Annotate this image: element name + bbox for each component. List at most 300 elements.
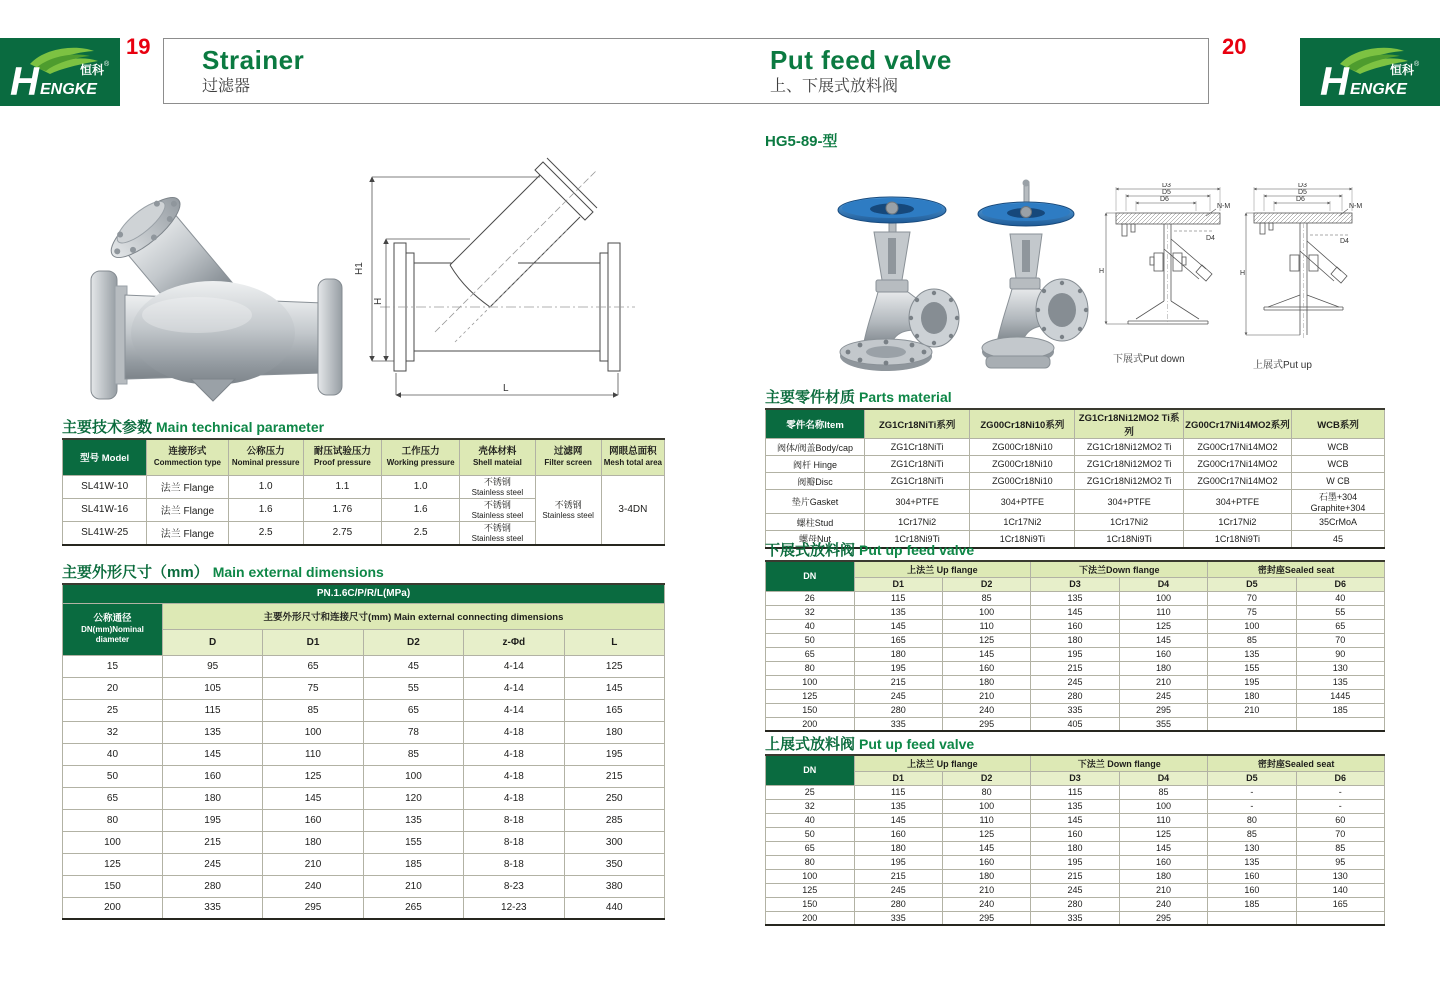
table-row	[63, 809, 665, 831]
table-cell: ZG00Cr18Ni10	[970, 473, 1075, 490]
section-title-parts-material: 主要零件材质 Parts material	[765, 389, 952, 406]
caption-put-down: 下展式Put down	[1113, 354, 1185, 365]
table-cell: 160	[1031, 827, 1119, 841]
table-cell: 100	[1119, 799, 1207, 813]
table-row	[63, 655, 665, 677]
table-cell: 160	[1119, 855, 1207, 869]
table-cell: 110	[263, 743, 363, 765]
table-row	[63, 897, 665, 919]
table-cell: 8-18	[464, 853, 564, 875]
table-cell: 245	[854, 689, 942, 703]
col-header-working-pressure: 工作压力 Working pressure	[382, 439, 460, 475]
table-row	[766, 514, 1385, 531]
table-cell: 380	[564, 875, 664, 897]
table-cell: 8-18	[464, 831, 564, 853]
table-row	[766, 490, 1385, 514]
table-cell: 180	[1119, 869, 1207, 883]
table-row	[63, 721, 665, 743]
table-cell: 145	[942, 647, 1030, 661]
table-cell: 265	[363, 897, 463, 919]
table-cell: 280	[162, 875, 262, 897]
table-cell: ZG1Cr18NiTi	[865, 439, 970, 456]
table-cell: 135	[1208, 855, 1296, 869]
table-cell: 350	[564, 853, 664, 875]
svg-text:®: ®	[104, 61, 110, 68]
table-cell: 245	[1119, 689, 1207, 703]
group-header-sealed-seat: 密封座Sealed seat	[1208, 561, 1385, 577]
strainer-drawing	[350, 145, 650, 422]
table-cell: 80	[63, 809, 163, 831]
table-cell: 120	[363, 787, 463, 809]
left-page-title	[202, 46, 304, 98]
right-title-zh: 上、下展式放料阀	[770, 78, 899, 95]
table-cell: 4-14	[464, 677, 564, 699]
svg-text:D3: D3	[1298, 183, 1307, 189]
col-header-D3: D3	[1031, 577, 1119, 591]
table-cell: 60	[1296, 813, 1384, 827]
table-cell: ZG00Cr18Ni10	[970, 439, 1075, 456]
table-cell: 4-14	[464, 699, 564, 721]
table-cell: 70	[1296, 827, 1384, 841]
table-cell: 110	[1119, 813, 1207, 827]
table-row	[766, 883, 1385, 897]
table-cell: 50	[766, 633, 855, 647]
section-title-down-feed-valve: 下展式放料阀 Put up feed valve	[765, 542, 975, 559]
table-cell: 1Cr18Ni9Ti	[1183, 531, 1291, 548]
table-cell: 160	[1119, 647, 1207, 661]
svg-text:H1: H1	[354, 262, 365, 275]
table-row	[766, 473, 1385, 490]
col-header-dn: 公称通径 DN(mm)Nominal diameter	[63, 603, 163, 655]
table-cell: 8-18	[464, 809, 564, 831]
table-cell: 185	[1208, 897, 1296, 911]
table-cell: 135	[1031, 591, 1119, 605]
table-cell: 145	[854, 619, 942, 633]
brand-logo-right	[1300, 38, 1440, 106]
table-cell: 阀杆 Hinge	[766, 456, 865, 473]
svg-text:D5: D5	[1298, 189, 1307, 196]
col-header-D2: D2	[942, 577, 1030, 591]
table-cell: 32	[766, 605, 855, 619]
table-row	[63, 677, 665, 699]
table-cell: 135	[1031, 799, 1119, 813]
table-cell: W CB	[1292, 473, 1385, 490]
table-cell: 160	[854, 827, 942, 841]
table-cell: ZG00Cr18Ni10	[970, 456, 1075, 473]
left-title-en: Strainer	[202, 45, 305, 75]
table-cell: 20	[63, 677, 163, 699]
table-header-row	[766, 771, 1385, 785]
table-cell: 100	[1208, 619, 1296, 633]
table-cell: 195	[854, 855, 942, 869]
table-cell: WCB	[1292, 439, 1385, 456]
svg-text:D3: D3	[1162, 183, 1171, 189]
table-cell: 180	[854, 647, 942, 661]
table-cell: 355	[1119, 717, 1207, 731]
table-cell: 200	[63, 897, 163, 919]
table-cell: 240	[942, 703, 1030, 717]
table-cell: 25	[766, 785, 855, 799]
table-cell: 160	[1208, 883, 1296, 897]
group-header-up-flange: 上法兰 Up flange	[854, 561, 1031, 577]
svg-text:®: ®	[1414, 61, 1420, 68]
table-cell: 125	[1119, 619, 1207, 633]
table-cell: 335	[1031, 911, 1119, 925]
table-cell: 1Cr17Ni2	[865, 514, 970, 531]
svg-text:D4: D4	[1206, 235, 1215, 242]
table-cell: 1Cr17Ni2	[970, 514, 1075, 531]
table-row	[63, 875, 665, 897]
col-header-D2: D2	[363, 629, 463, 655]
table-row	[63, 743, 665, 765]
svg-text:H: H	[10, 60, 39, 104]
table-row	[766, 785, 1385, 799]
col-header-proof-pressure: 耐压试验压力 Proof pressure	[303, 439, 381, 475]
col-header-item: 零件名称Item	[766, 409, 865, 439]
col-header-series-wcb: WCB系列	[1292, 409, 1385, 439]
table-cell: 280	[854, 703, 942, 717]
table-row	[766, 841, 1385, 855]
table-cell: 115	[854, 591, 942, 605]
table-row	[63, 853, 665, 875]
table-cell: 160	[1208, 869, 1296, 883]
col-header-dn: DN	[766, 755, 855, 785]
brand-logo-left	[0, 38, 120, 106]
table-row	[766, 605, 1385, 619]
table-cell: 100	[766, 869, 855, 883]
table-cell: 195	[1208, 675, 1296, 689]
table-cell: ZG00Cr17Ni14MO2	[1183, 439, 1291, 456]
connecting-dimensions-header: 主要外形尺寸和连接尺寸(mm) Main external connecting dimensions	[162, 603, 664, 629]
table-cell: 195	[1031, 855, 1119, 869]
table-header-row	[63, 439, 665, 475]
table-cell: 115	[854, 785, 942, 799]
table-cell: 50	[63, 765, 163, 787]
col-header-zd: z-Φd	[464, 629, 564, 655]
table-cell: 195	[564, 743, 664, 765]
table-cell: 240	[942, 897, 1030, 911]
col-header-mesh-area: 网眼总面积 Mesh total area	[601, 439, 664, 475]
svg-text:ENGKE: ENGKE	[40, 81, 97, 98]
table-row: SL41W-16 法兰 Flange 1.6 1.76 1.6 不锈钢 Stainless steel	[63, 498, 665, 521]
col-header-shell-material: 壳体材料 Shell mateial	[460, 439, 535, 475]
col-header-nominal-pressure: 公称压力 Nominal pressure	[228, 439, 303, 475]
table-cell: 1Cr17Ni2	[1075, 514, 1183, 531]
table-cell: 125	[564, 655, 664, 677]
model-code: HG5-89-型	[765, 133, 838, 150]
table-cell: 215	[1031, 661, 1119, 675]
table-cell: 140	[1296, 883, 1384, 897]
table-cell: 135	[1296, 675, 1384, 689]
svg-text:H: H	[1320, 60, 1349, 104]
table-cell: 145	[854, 813, 942, 827]
table-cell: 180	[1031, 841, 1119, 855]
table-cell: 55	[363, 677, 463, 699]
col-header-series-3: ZG1Cr18Ni12MO2 Ti系列	[1075, 409, 1183, 439]
table-cell: 180	[1031, 633, 1119, 647]
col-header-dn: DN	[766, 561, 855, 591]
table-row	[766, 619, 1385, 633]
table-cell: 65	[363, 699, 463, 721]
table-cell: 85	[263, 699, 363, 721]
col-header-series-1: ZG1Cr18NiTi系列	[865, 409, 970, 439]
table-header-row	[63, 584, 665, 603]
table-cell: 165	[1296, 897, 1384, 911]
table-cell: ZG1Cr18Ni12MO2 Ti	[1075, 473, 1183, 490]
col-header-D4: D4	[1119, 771, 1207, 785]
table-cell: 1Cr18Ni9Ti	[970, 531, 1075, 548]
table-cell: 150	[63, 875, 163, 897]
table-cell: 304+PTFE	[970, 490, 1075, 514]
table-cell: 1Cr17Ni2	[1183, 514, 1291, 531]
table-cell: 295	[263, 897, 363, 919]
left-title-zh: 过滤器	[202, 78, 251, 95]
table-cell: 100	[263, 721, 363, 743]
table-cell: 285	[564, 809, 664, 831]
table-cell: 160	[162, 765, 262, 787]
svg-text:ENGKE: ENGKE	[1350, 81, 1407, 98]
table-cell: 335	[1031, 703, 1119, 717]
col-header-D1: D1	[854, 771, 942, 785]
table-cell: 130	[1296, 661, 1384, 675]
table-cell: 65	[263, 655, 363, 677]
table-cell: 125	[942, 633, 1030, 647]
table-cell: 115	[1031, 785, 1119, 799]
table-cell: 125	[263, 765, 363, 787]
table-cell: 160	[263, 809, 363, 831]
table-cell: 150	[766, 897, 855, 911]
table-cell: 160	[1031, 619, 1119, 633]
table-cell: ZG1Cr18Ni12MO2 Ti	[1075, 439, 1183, 456]
table-cell: 304+PTFE	[865, 490, 970, 514]
table-cell: 145	[263, 787, 363, 809]
table-row: SL41W-10 法兰 Flange 1.0 1.1 1.0 不锈钢 Stainless steel 不锈钢 Stainless steel 3-4DN	[63, 475, 665, 498]
section-title-tech-params: 主要技术参数 Main technical parameter	[62, 419, 325, 436]
table-cell: 210	[1119, 675, 1207, 689]
table-cell: 135	[162, 721, 262, 743]
table-cell: 100	[1119, 591, 1207, 605]
table-row	[63, 699, 665, 721]
technical-parameter-table	[62, 438, 665, 546]
table-row	[766, 855, 1385, 869]
table-cell: 300	[564, 831, 664, 853]
table-cell: 210	[942, 883, 1030, 897]
table-cell: 135	[854, 605, 942, 619]
table-cell: 180	[1208, 689, 1296, 703]
table-cell: 145	[1119, 633, 1207, 647]
table-cell: 80	[766, 661, 855, 675]
table-cell: -	[1208, 799, 1296, 813]
table-cell: 100	[942, 799, 1030, 813]
table-cell: 295	[1119, 911, 1207, 925]
table-cell: 280	[1031, 897, 1119, 911]
table-row	[766, 813, 1385, 827]
table-cell: 45	[1292, 531, 1385, 548]
table-cell: 295	[942, 717, 1030, 731]
table-cell	[1296, 717, 1384, 731]
table-cell: 螺柱Stud	[766, 514, 865, 531]
table-row	[766, 675, 1385, 689]
table-cell: 15	[63, 655, 163, 677]
table-cell	[1208, 911, 1296, 925]
table-cell: 35CrMoA	[1292, 514, 1385, 531]
table-cell: 125	[942, 827, 1030, 841]
drawing-put-down	[1098, 183, 1233, 353]
table-cell: 阀瓣Disc	[766, 473, 865, 490]
table-cell: 40	[63, 743, 163, 765]
table-row	[766, 717, 1385, 731]
table-cell: 40	[766, 813, 855, 827]
col-header-connection: 连接形式 Commection type	[147, 439, 228, 475]
table-cell: 295	[942, 911, 1030, 925]
table-cell: 115	[162, 699, 262, 721]
table-cell: 40	[1296, 591, 1384, 605]
table-cell: 石墨+304 Graphite+304	[1292, 490, 1385, 514]
pn-header: PN.1.6C/P/R/L(MPa)	[63, 584, 665, 603]
col-header-D4: D4	[1119, 577, 1207, 591]
col-header-D1: D1	[854, 577, 942, 591]
table-cell: 200	[766, 717, 855, 731]
table-cell: 160	[942, 855, 1030, 869]
table-cell: 55	[1296, 605, 1384, 619]
table-cell: 304+PTFE	[1183, 490, 1291, 514]
table-cell: 95	[162, 655, 262, 677]
table-cell: 185	[1296, 703, 1384, 717]
down-feed-valve-table	[765, 560, 1385, 732]
table-cell: 250	[564, 787, 664, 809]
table-row	[766, 633, 1385, 647]
table-cell	[1208, 717, 1296, 731]
table-cell: 150	[766, 703, 855, 717]
table-cell: 304+PTFE	[1075, 490, 1183, 514]
table-cell: 65	[766, 841, 855, 855]
table-cell: 240	[1119, 897, 1207, 911]
table-cell: ZG00Cr17Ni14MO2	[1183, 456, 1291, 473]
table-cell: 145	[162, 743, 262, 765]
table-cell: 70	[1208, 591, 1296, 605]
table-cell: 100	[766, 675, 855, 689]
table-cell: 85	[1208, 633, 1296, 647]
table-cell: ZG1Cr18NiTi	[865, 456, 970, 473]
svg-text:恒科: 恒科	[1390, 63, 1415, 77]
table-cell: 90	[1296, 647, 1384, 661]
table-cell: 4-14	[464, 655, 564, 677]
table-cell: 1Cr18Ni9Ti	[865, 531, 970, 548]
table-row	[766, 591, 1385, 605]
table-cell: 145	[942, 841, 1030, 855]
col-header-filter-screen: 过滤网 Filter screen	[535, 439, 601, 475]
table-cell: 245	[1031, 675, 1119, 689]
col-header-series-2: ZG00Cr18Ni10系列	[970, 409, 1075, 439]
parts-material-table	[765, 408, 1385, 549]
col-header-D1: D1	[263, 629, 363, 655]
right-page-title	[770, 46, 952, 98]
table-row	[766, 689, 1385, 703]
drawing-put-up	[1240, 183, 1365, 353]
group-header-down-flange: 下法兰 Down flange	[1031, 755, 1208, 771]
table-cell: 210	[1208, 703, 1296, 717]
table-cell: 335	[854, 911, 942, 925]
table-cell: 165	[854, 633, 942, 647]
svg-text:D5: D5	[1162, 189, 1171, 196]
table-cell: 210	[263, 853, 363, 875]
table-cell: ZG00Cr17Ni14MO2	[1183, 473, 1291, 490]
table-cell: 4-18	[464, 721, 564, 743]
page-number-right: 20	[1222, 34, 1247, 59]
table-row	[766, 799, 1385, 813]
svg-text:D6: D6	[1296, 196, 1305, 203]
svg-text:恒科: 恒科	[80, 63, 105, 77]
svg-text:H: H	[1240, 270, 1246, 277]
table-cell: 110	[942, 813, 1030, 827]
table-cell: 180	[942, 869, 1030, 883]
table-cell: 8-23	[464, 875, 564, 897]
table-cell: 125	[1119, 827, 1207, 841]
table-cell: 125	[766, 883, 855, 897]
section-title-up-feed-valve: 上展式放料阀 Put up feed valve	[765, 736, 975, 753]
table-cell: -	[1296, 785, 1384, 799]
table-cell: 32	[63, 721, 163, 743]
table-cell: 垫片Gasket	[766, 490, 865, 514]
table-cell: 210	[1119, 883, 1207, 897]
col-header-D6: D6	[1296, 577, 1384, 591]
table-cell: 105	[162, 677, 262, 699]
table-row	[766, 439, 1385, 456]
table-cell: 80	[942, 785, 1030, 799]
table-cell: 4-18	[464, 765, 564, 787]
table-cell: 180	[942, 675, 1030, 689]
table-cell: 210	[942, 689, 1030, 703]
table-cell: 245	[162, 853, 262, 875]
table-cell: 155	[1208, 661, 1296, 675]
table-cell: 12-23	[464, 897, 564, 919]
table-row	[766, 661, 1385, 675]
table-cell: 95	[1296, 855, 1384, 869]
table-cell: 180	[1119, 661, 1207, 675]
table-cell: 85	[1119, 785, 1207, 799]
table-cell: 65	[766, 647, 855, 661]
table-cell: 280	[854, 897, 942, 911]
table-cell: 210	[363, 875, 463, 897]
table-cell: 145	[564, 677, 664, 699]
table-cell: 180	[564, 721, 664, 743]
hengke-logo-icon	[1300, 38, 1440, 106]
section-title-dimensions: 主要外形尺寸（mm） Main external dimensions	[62, 564, 384, 581]
table-row	[766, 911, 1385, 925]
table-cell: 4-18	[464, 787, 564, 809]
table-cell: 45	[363, 655, 463, 677]
svg-text:L: L	[503, 383, 509, 394]
table-cell: 245	[854, 883, 942, 897]
table-cell: 阀体/阀盖Body/cap	[766, 439, 865, 456]
table-cell: 280	[1031, 689, 1119, 703]
table-cell: -	[1296, 799, 1384, 813]
table-cell: 145	[1031, 813, 1119, 827]
page-number-left: 19	[126, 34, 151, 59]
group-header-sealed-seat: 密封座Sealed seat	[1208, 755, 1385, 771]
caption-put-up: 上展式Put up	[1253, 360, 1312, 371]
table-cell: 80	[1208, 813, 1296, 827]
table-cell: 335	[854, 717, 942, 731]
table-cell: 1Cr18Ni9Ti	[1075, 531, 1183, 548]
table-cell: 245	[1031, 883, 1119, 897]
table-cell: 75	[1208, 605, 1296, 619]
up-feed-valve-table	[765, 754, 1385, 926]
table-cell: 155	[363, 831, 463, 853]
table-header-row	[63, 603, 665, 629]
col-header-D2: D2	[942, 771, 1030, 785]
table-row	[766, 647, 1385, 661]
